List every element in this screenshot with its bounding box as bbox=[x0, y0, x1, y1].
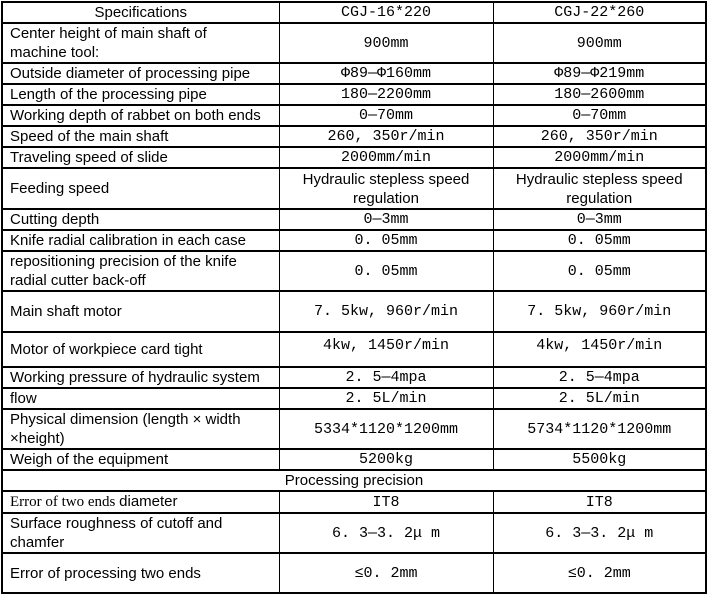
section-title: Processing precision bbox=[2, 470, 706, 491]
spec-label bbox=[2, 23, 279, 63]
spec-value bbox=[279, 168, 493, 209]
spec-label: Motor of workpiece card tight bbox=[2, 332, 279, 367]
spec-value: ≤0. 2mm bbox=[493, 553, 706, 593]
table-row bbox=[2, 367, 706, 388]
spec-label: Knife radial calibration in each case bbox=[2, 230, 279, 251]
spec-value: 6. 3—3. 2μ m bbox=[279, 513, 493, 553]
spec-value: 2. 5—4mpa bbox=[493, 367, 706, 388]
spec-value: 0. 05mm bbox=[279, 230, 493, 251]
table-row bbox=[2, 126, 706, 147]
spec-label: Length of the processing pipe bbox=[2, 84, 279, 105]
spec-value: 7. 5kw, 960r/min bbox=[493, 291, 706, 332]
spec-label-line: radial cutter back-off bbox=[10, 272, 146, 289]
spec-value: 180—2200mm bbox=[279, 84, 493, 105]
spec-label-line: repositioning precision of the knife bbox=[10, 253, 237, 270]
spec-value: 0—3mm bbox=[493, 209, 706, 230]
spec-label-line: Surface roughness of cutoff and bbox=[10, 515, 223, 532]
spec-label bbox=[2, 513, 279, 553]
table-row bbox=[2, 63, 706, 84]
spec-value: ≤0. 2mm bbox=[279, 553, 493, 593]
table-row bbox=[2, 230, 706, 251]
spec-value-line: Hydraulic stepless speed bbox=[302, 170, 470, 188]
spec-label: Cutting depth bbox=[2, 209, 279, 230]
table-row bbox=[2, 553, 706, 593]
spec-value: 260, 350r/min bbox=[279, 126, 493, 147]
spec-value: Φ89—Φ219mm bbox=[493, 63, 706, 84]
spec-label: Main shaft motor bbox=[2, 291, 279, 332]
spec-value: 6. 3—3. 2μ m bbox=[493, 513, 706, 553]
spec-value: 260, 350r/min bbox=[493, 126, 706, 147]
spec-value-line: regulation bbox=[566, 189, 633, 207]
spec-value-line: regulation bbox=[353, 189, 419, 207]
spec-value: 4kw, 1450r/min bbox=[493, 332, 706, 367]
spec-label: Weigh of the equipment bbox=[2, 449, 279, 470]
col-header-model-2: CGJ-22*260 bbox=[493, 2, 706, 23]
spec-label: Working depth of rabbet on both ends bbox=[2, 105, 279, 126]
spec-value: 5334*1120*1200mm bbox=[279, 409, 493, 449]
spec-value: 0. 05mm bbox=[493, 230, 706, 251]
spec-label: Traveling speed of slide bbox=[2, 147, 279, 168]
table-row bbox=[2, 332, 706, 367]
spec-value: 4kw, 1450r/min bbox=[279, 332, 493, 367]
table-row bbox=[2, 291, 706, 332]
spec-label bbox=[2, 491, 279, 513]
spec-value: 5200kg bbox=[279, 449, 493, 470]
spec-value: IT8 bbox=[279, 491, 493, 513]
table-row bbox=[2, 84, 706, 105]
section-row bbox=[2, 470, 706, 491]
spec-label bbox=[2, 409, 279, 449]
spec-label: Outside diameter of processing pipe bbox=[2, 63, 279, 84]
spec-value: 900mm bbox=[279, 23, 493, 63]
spec-label-sans-part: diameter bbox=[119, 493, 178, 510]
table-row bbox=[2, 513, 706, 553]
spec-value-line: Hydraulic stepless speed bbox=[515, 170, 683, 188]
table-row bbox=[2, 209, 706, 230]
spec-value: 0. 05mm bbox=[279, 251, 493, 291]
table-row bbox=[2, 105, 706, 126]
spec-label-line: chamfer bbox=[10, 534, 65, 551]
spec-value: 2000mm/min bbox=[493, 147, 706, 168]
spec-table bbox=[1, 1, 707, 594]
spec-label-line: Physical dimension (length × width bbox=[10, 411, 241, 428]
spec-value: 0. 05mm bbox=[493, 251, 706, 291]
spec-value: 2. 5L/min bbox=[279, 388, 493, 409]
spec-label-serif-part: Error of two ends bbox=[10, 494, 120, 510]
header-row bbox=[2, 2, 706, 23]
spec-label: Speed of the main shaft bbox=[2, 126, 279, 147]
spec-label: Error of processing two ends bbox=[2, 553, 279, 593]
spec-value: 2. 5—4mpa bbox=[279, 367, 493, 388]
table-row bbox=[2, 251, 706, 291]
table-row bbox=[2, 491, 706, 513]
spec-value: 0—3mm bbox=[279, 209, 493, 230]
spec-label-line: Center height of main shaft of bbox=[10, 25, 207, 42]
spec-label-line: ×height) bbox=[10, 430, 65, 447]
table-row bbox=[2, 409, 706, 449]
table-row bbox=[2, 23, 706, 63]
spec-value bbox=[493, 168, 706, 209]
spec-label: Working pressure of hydraulic system bbox=[2, 367, 279, 388]
spec-label: Feeding speed bbox=[2, 168, 279, 209]
table-row bbox=[2, 449, 706, 470]
spec-value: IT8 bbox=[493, 491, 706, 513]
spec-value: 5500kg bbox=[493, 449, 706, 470]
spec-value: 0—70mm bbox=[279, 105, 493, 126]
spec-value: 2000mm/min bbox=[279, 147, 493, 168]
spec-value: 2. 5L/min bbox=[493, 388, 706, 409]
table-row bbox=[2, 147, 706, 168]
spec-value: 180—2600mm bbox=[493, 84, 706, 105]
spec-value: Φ89—Φ160mm bbox=[279, 63, 493, 84]
spec-label bbox=[2, 251, 279, 291]
spec-value: 0—70mm bbox=[493, 105, 706, 126]
table-row bbox=[2, 388, 706, 409]
col-header-specifications: Specifications bbox=[2, 2, 279, 23]
table-row bbox=[2, 168, 706, 209]
spec-value: 900mm bbox=[493, 23, 706, 63]
spec-value: 5734*1120*1200mm bbox=[493, 409, 706, 449]
col-header-model-1: CGJ-16*220 bbox=[279, 2, 493, 23]
spec-label-line: machine tool: bbox=[10, 44, 100, 61]
spec-label: flow bbox=[2, 388, 279, 409]
spec-value: 7. 5kw, 960r/min bbox=[279, 291, 493, 332]
